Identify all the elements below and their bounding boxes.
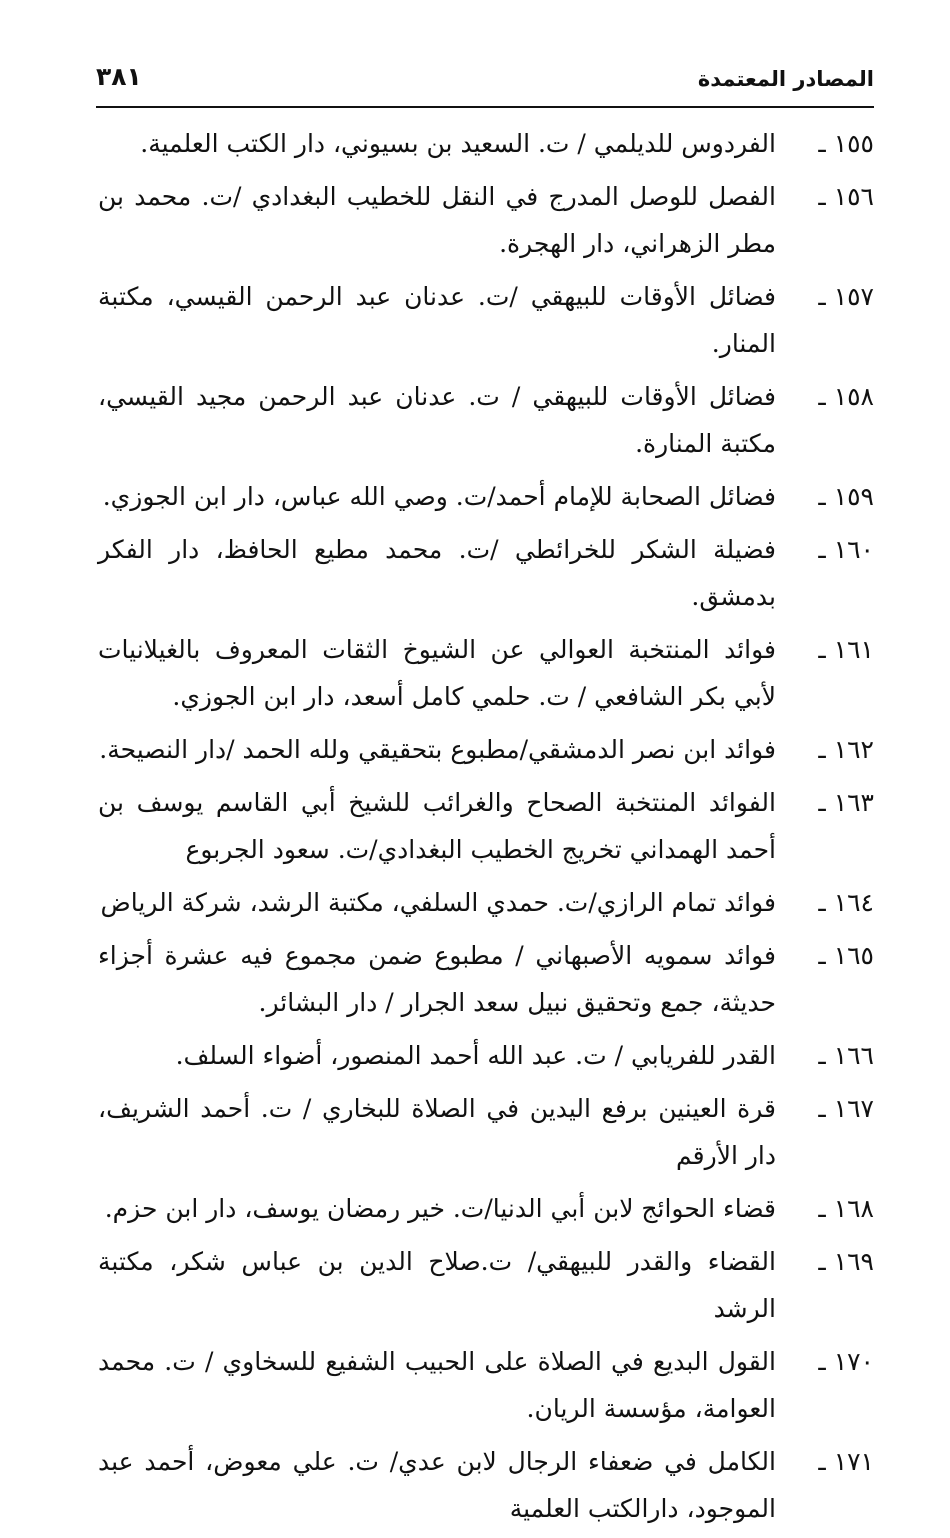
entry-number: ١٦٥ ـ — [818, 941, 874, 970]
entry-number: ١٧٠ ـ — [818, 1347, 874, 1376]
entry-text: فوائد سمويه الأصبهاني / مطبوع ضمن مجموع فيه عشرة أجزاء حديثة، جمع وتحقيق نبيل سعد الجرار / دار البشائر. — [98, 941, 776, 1017]
bibliography-entry — [98, 1185, 874, 1232]
header-divider — [96, 106, 874, 108]
entry-number: ١٥٥ ـ — [818, 129, 874, 158]
entry-text: قرة العينين برفع اليدين في الصلاة للبخاري / ت. أحمد الشريف، دار الأرقم — [98, 1094, 776, 1170]
entry-text: الفصل للوصل المدرج في النقل للخطيب البغدادي /ت. محمد بن مطر الزهراني، دار الهجرة. — [98, 182, 776, 258]
running-title: المصادر المعتمدة — [697, 67, 874, 91]
bibliography-entry — [98, 879, 874, 926]
bibliography-entry — [98, 726, 874, 773]
entry-number: ١٦٨ ـ — [818, 1194, 874, 1223]
bibliography-entry — [98, 120, 874, 167]
entry-text: القضاء والقدر للبيهقي/ ت.صلاح الدين بن عباس شكر، مكتبة الرشد — [98, 1247, 776, 1323]
page-number: ٣٨١ — [96, 62, 142, 91]
bibliography-entry — [98, 526, 874, 620]
entry-text: فوائد المنتخبة العوالي عن الشيوخ الثقات المعروف بالغيلانيات لأبي بكر الشافعي / ت. حلمي كامل أسعد، دار ابن الجوزي. — [98, 635, 776, 711]
page-header — [96, 58, 874, 98]
bibliography-entry — [98, 779, 874, 873]
bibliography-entry — [98, 473, 874, 520]
entry-number: ١٦٢ ـ — [818, 735, 874, 764]
entry-text: القول البديع في الصلاة على الحبيب الشفيع للسخاوي / ت. محمد العوامة، مؤسسة الريان. — [98, 1347, 776, 1423]
bibliography-entry — [98, 932, 874, 1026]
entry-number: ١٦٦ ـ — [818, 1041, 874, 1070]
entry-number: ١٦٤ ـ — [818, 888, 874, 917]
bibliography-entry — [98, 1238, 874, 1332]
entry-number: ١٧١ ـ — [818, 1447, 874, 1476]
entry-number: ١٥٧ ـ — [818, 282, 874, 311]
entry-text: الكامل في ضعفاء الرجال لابن عدي/ ت. علي معوض، أحمد عبد الموجود، دارالكتب العلمية — [98, 1447, 776, 1523]
entry-text: فوائد ابن نصر الدمشقي/مطبوع بتحقيقي ولله الحمد /دار النصيحة. — [99, 735, 776, 764]
entry-number: ١٦٣ ـ — [818, 788, 874, 817]
entry-text: قضاء الحوائج لابن أبي الدنيا/ت. خير رمضان يوسف، دار ابن حزم. — [104, 1194, 776, 1223]
entry-number: ١٥٨ ـ — [818, 382, 874, 411]
bibliography-entry — [98, 1338, 874, 1432]
entry-number: ١٦١ ـ — [818, 635, 874, 664]
entry-number: ١٦٠ ـ — [818, 535, 874, 564]
entry-text: الفوائد المنتخبة الصحاح والغرائب للشيخ أبي القاسم يوسف بن أحمد الهمداني تخريج الخطيب البغدادي/ت. سعود الجربوع — [98, 788, 776, 864]
bibliography-entry — [98, 373, 874, 467]
bibliography-entry — [98, 626, 874, 720]
entry-number: ١٦٧ ـ — [818, 1094, 874, 1123]
entry-number: ١٦٩ ـ — [818, 1247, 874, 1276]
entry-text: فضيلة الشكر للخرائطي /ت. محمد مطيع الحافظ، دار الفكر بدمشق. — [98, 535, 776, 611]
entry-text: الفردوس للديلمي / ت. السعيد بن بسيوني، دار الكتب العلمية. — [140, 129, 776, 158]
bibliography-entry — [98, 1438, 874, 1532]
entry-text: فضائل الأوقات للبيهقي / ت. عدنان عبد الرحمن مجيد القيسي، مكتبة المنارة. — [98, 382, 776, 458]
bibliography-entry — [98, 1032, 874, 1079]
entry-number: ١٥٩ ـ — [818, 482, 874, 511]
bibliography-entry — [98, 1085, 874, 1179]
bibliography-list — [98, 120, 874, 1538]
entry-text: القدر للفريابي / ت. عبد الله أحمد المنصور، أضواء السلف. — [175, 1041, 776, 1070]
entry-text: فضائل الأوقات للبيهقي /ت. عدنان عبد الرحمن القيسي، مكتبة المنار. — [98, 282, 776, 358]
entry-text: فضائل الصحابة للإمام أحمد/ت. وصي الله عباس، دار ابن الجوزي. — [102, 482, 776, 511]
bibliography-entry — [98, 273, 874, 367]
bibliography-entry — [98, 173, 874, 267]
entry-text: فوائد تمام الرازي/ت. حمدي السلفي، مكتبة الرشد، شركة الرياض — [100, 888, 776, 917]
entry-number: ١٥٦ ـ — [818, 182, 874, 211]
